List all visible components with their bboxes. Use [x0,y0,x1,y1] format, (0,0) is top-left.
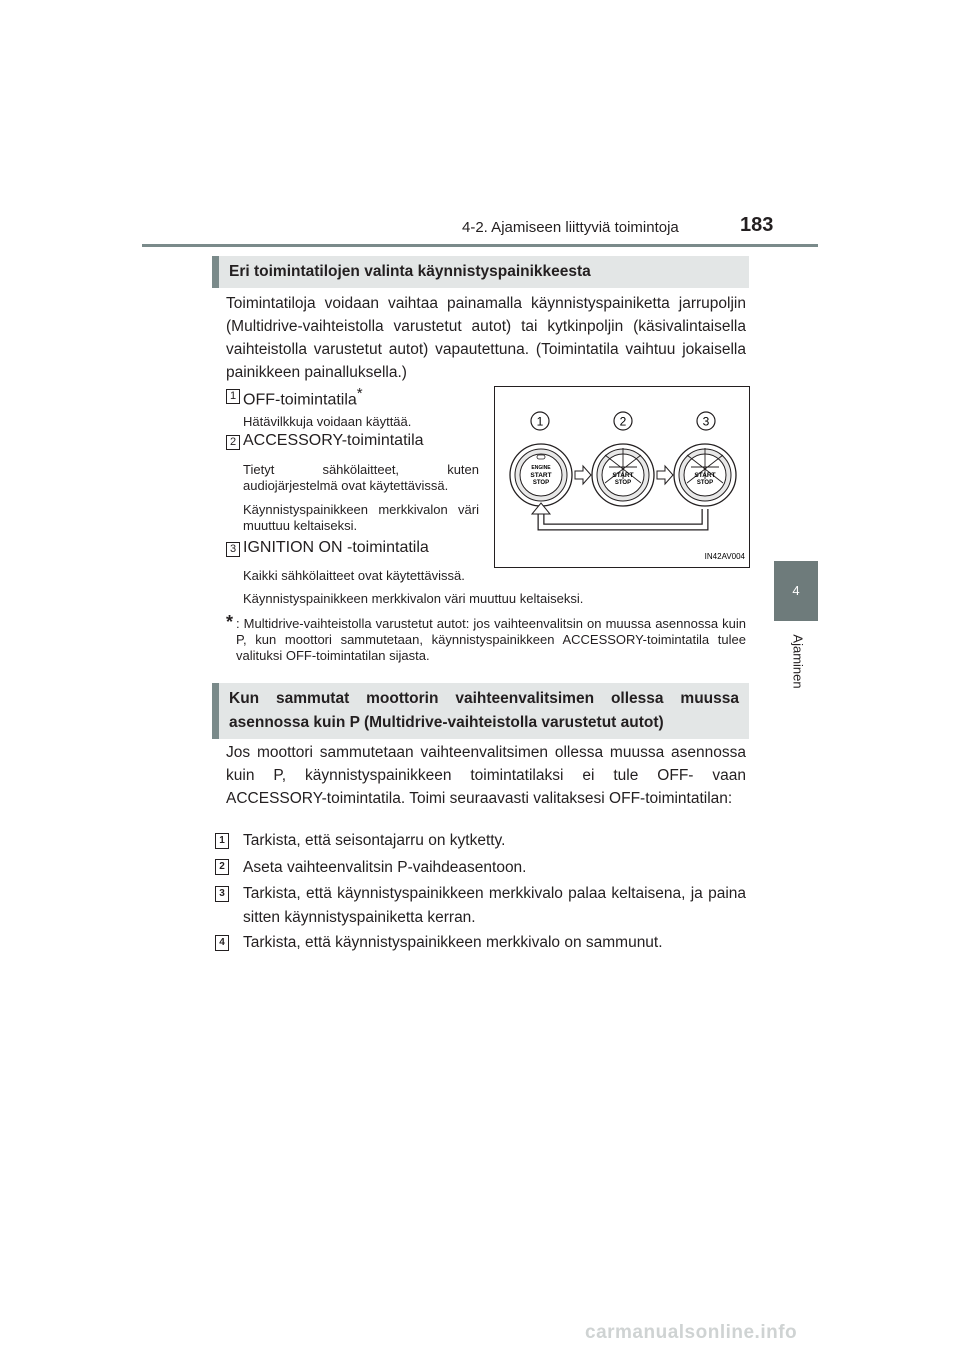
mode-2-title: ACCESSORY-toimintatila [243,432,424,449]
start-button-ignition-on [674,444,736,506]
step-3-number: 3 [215,886,229,902]
section1-intro: Toimintatiloja voidaan vaihtaa painamalla käynnistyspainiketta jarrupoljin (Multidrive-vaihteistolla varustetut autot) tai kytkinpoljin (käsivalintaisella vaihteistolla varustetut autot) vapautettuna. (Toimintatila vaihtuu jokaisella painikkeen painalluksella.) [226,295,746,381]
label-1: 1 [536,414,544,429]
section2-intro: Jos moottori sammutetaan vaihteenvalitsimen ollessa muussa asennossa kuin P, käynnistyspainikkeen toimintatilaksi ei tule OFF- vaan ACCESSORY-toimintatila. Toimi seuraavasti valitaksesi OFF-toimintatilan: [226,744,746,807]
btn1-line3: STOP [532,480,550,486]
section-header: 4-2. Ajamiseen liittyviä toimintoja [462,219,679,236]
section1-heading: Eri toimintatilojen valinta käynnistyspainikkeesta [212,256,749,288]
step-4-text: Tarkista, että käynnistyspainikkeen merkkivalo on sammunut. [243,934,663,951]
mode-3-note-2: Käynnistyspainikkeen merkkivalon väri muuttuu keltaiseksi. [243,591,584,606]
footnote-text: : Multidrive-vaihteistolla varustetut autot: jos vaihteenvalitsin on muussa asennossa kuin P, kun moottori sammutetaan, käynnistyspainikkeen ACCESSORY-toimintatila tulee valituksi OFF-toimintatilan sijasta. [236,616,746,663]
chapter-tab-label-wrap [781,632,811,692]
label-2: 2 [619,414,627,429]
mode-1-note: Hätävilkkuja voidaan käyttää. [243,414,412,429]
mode-3-title: IGNITION ON -toimintatila [243,539,429,556]
section2-heading-line2: asennossa kuin P (Multidrive-vaihteistolla varustetut autot) [229,714,664,731]
chapter-tab-label: Ajaminen [790,634,806,689]
step-4-number: 4 [215,935,229,951]
footnote-mark: * [226,612,234,632]
mode-2-number: 2 [226,435,240,450]
step-2-text: Aseta vaihteenvalitsin P-vaihdeasentoon. [243,859,527,876]
mode-3-number: 3 [226,542,240,557]
section2-heading-line1: Kun sammutat moottorin vaihteenvalitsimen ollessa muussa [229,690,739,707]
arrow-1-to-2 [575,466,591,484]
btn1-line1: ENGINE [531,465,551,471]
arrow-2-to-3 [657,466,673,484]
start-button-off [510,444,572,506]
btn2-line3: STOP [614,480,632,486]
btn1-line2: START [530,472,552,479]
mode-2-note-2: Käynnistyspainikkeen merkkivalon väri muuttuu keltaiseksi. [243,502,479,533]
start-button-figure [494,386,750,568]
btn3-line2: START [694,472,716,479]
btn2-line2: START [612,472,634,479]
step-1-text: Tarkista, että seisontajarru on kytketty. [243,832,506,849]
header-rule [142,244,818,247]
mode-2-note-1: Tietyt sähkölaitteet, kuten audiojärjestelmä ovat käytettävissä. [243,462,479,493]
step-3-text: Tarkista, että käynnistyspainikkeen merkkivalo palaa keltaisena, ja paina sitten käynnistyspainiketta kerran. [243,885,746,926]
mode-1-number: 1 [226,389,240,404]
figure-code: IN42AV004 [704,552,745,561]
btn3-line3: STOP [696,480,714,486]
section2-heading [212,683,749,739]
step-1-number: 1 [215,833,229,849]
start-button-accessory [592,444,654,506]
chapter-tab: 4 [774,561,818,621]
start-button-diagram [495,387,749,567]
label-3: 3 [702,414,710,429]
mode-1-star: * [356,385,363,402]
mode-3-note-1: Kaikki sähkölaitteet ovat käytettävissä. [243,568,465,583]
watermark: carmanualsonline.info [585,1322,798,1343]
page-number: 183 [740,214,774,236]
step-2-number: 2 [215,859,229,875]
mode-1-title: OFF-toimintatila* [243,385,363,409]
